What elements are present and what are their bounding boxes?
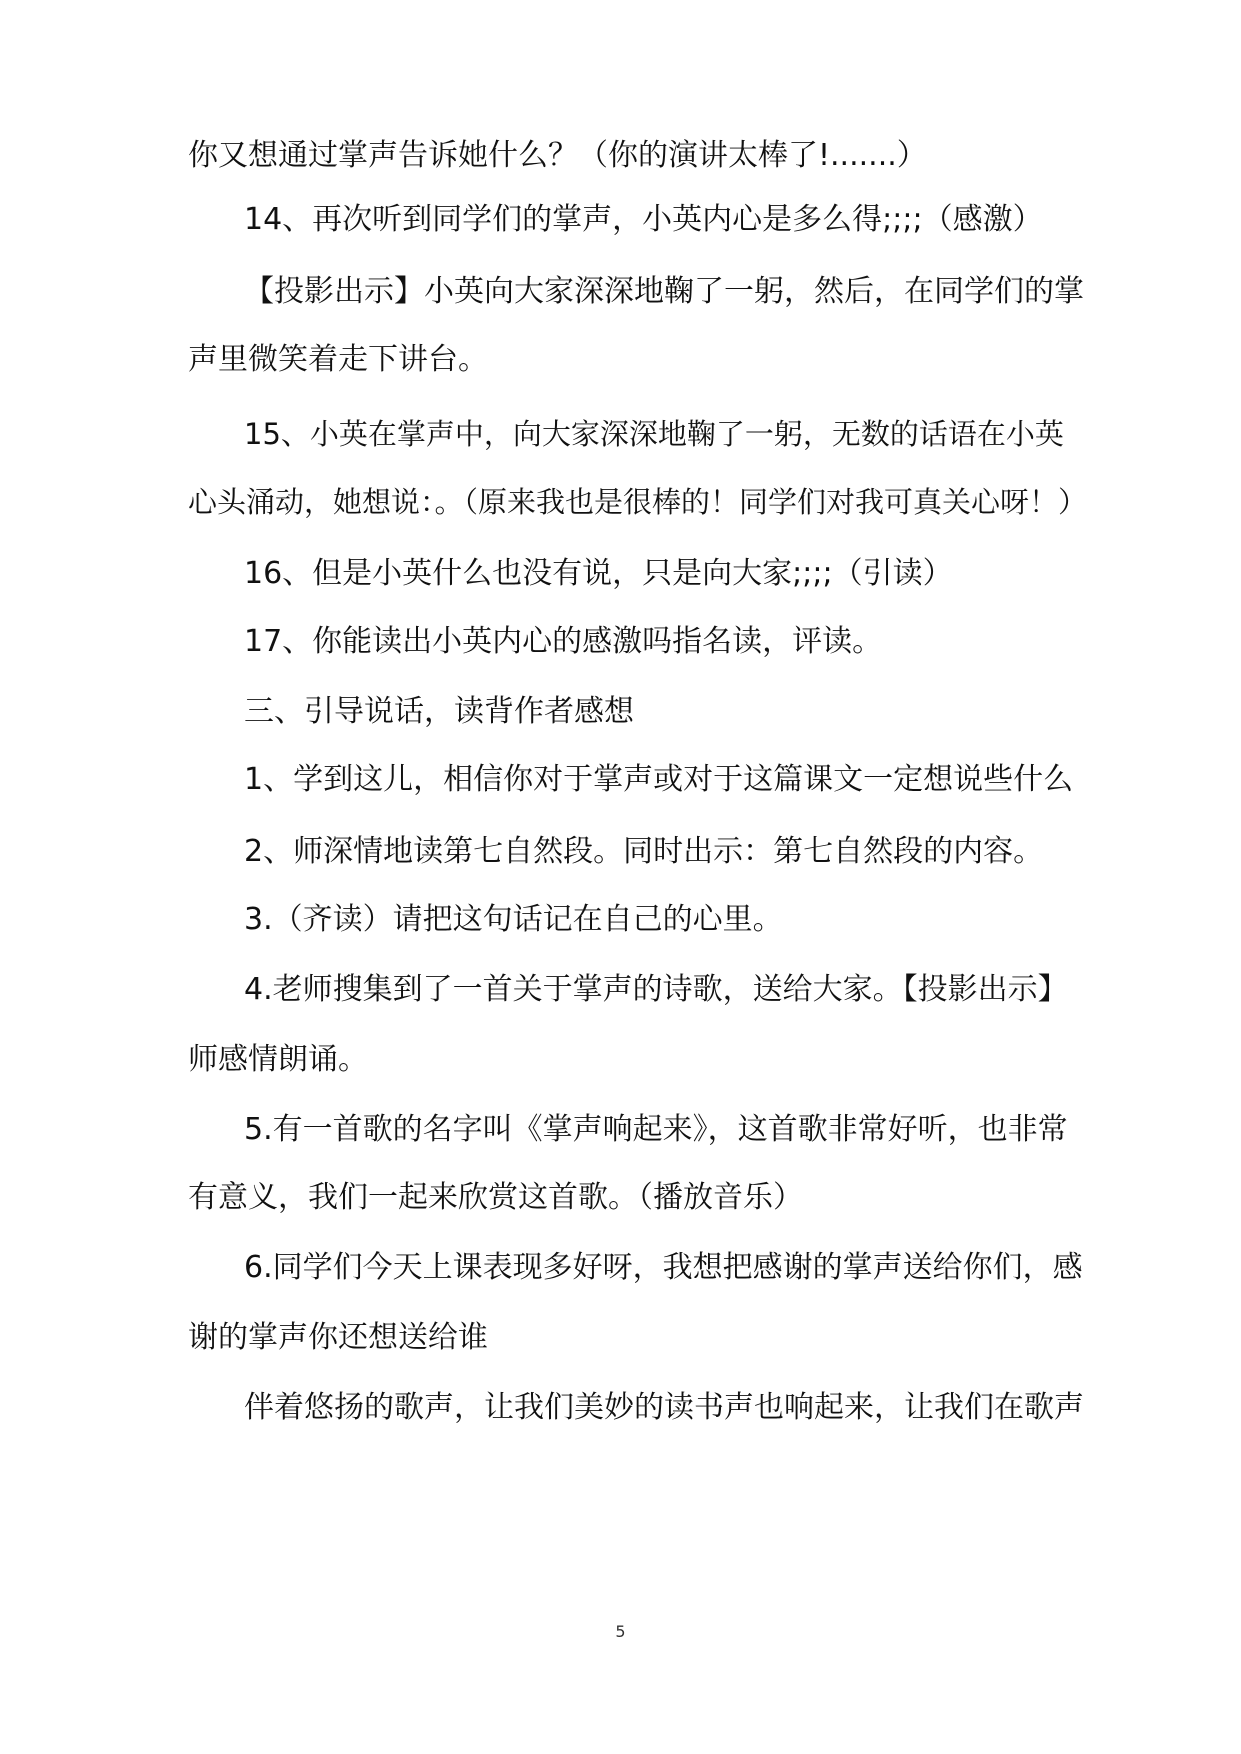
- text-line: 6.同学们今天上课表现多好呀，我想把感谢的掌声送给你们，感: [244, 1250, 1083, 1285]
- section-heading: 三、引导说话，读背作者感想: [244, 694, 634, 729]
- text-line: 1、学到这儿，相信你对于掌声或对于这篇课文一定想说些什么: [244, 762, 1074, 797]
- text-line: 4.老师搜集到了一首关于掌声的诗歌，送给大家。【投影出示】: [244, 972, 1068, 1007]
- text-line: 你又想通过掌声告诉她什么？（你的演讲太棒了!.......）: [188, 138, 927, 173]
- text-line: 15、小英在掌声中，向大家深深地鞠了一躬，无数的话语在小英: [244, 417, 1064, 451]
- text-line: 师感情朗诵。: [188, 1042, 368, 1077]
- text-line: 14、再次听到同学们的掌声，小英内心是多么得;;;;（感激）: [244, 202, 1043, 237]
- text-line: 16、但是小英什么也没有说，只是向大家;;;;（引读）: [244, 556, 953, 591]
- text-line: 17、你能读出小英内心的感激吗指名读，评读。: [244, 624, 883, 659]
- text-line: 谢的掌声你还想送给谁: [188, 1320, 488, 1355]
- text-line: 心头涌动，她想说：。（原来我也是很棒的！同学们对我可真关心呀！）: [188, 485, 1088, 519]
- text-line: 【投影出示】小英向大家深深地鞠了一躬，然后，在同学们的掌: [244, 274, 1084, 309]
- text-line: 2、师深情地读第七自然段。同时出示：第七自然段的内容。: [244, 834, 1044, 869]
- text-line: 声里微笑着走下讲台。: [188, 342, 488, 377]
- text-line: 有意义，我们一起来欣赏这首歌。（播放音乐）: [188, 1180, 803, 1215]
- text-line: 5.有一首歌的名字叫《掌声响起来》，这首歌非常好听，也非常: [244, 1112, 1068, 1147]
- page-number: 5: [615, 1622, 626, 1641]
- text-line: 伴着悠扬的歌声，让我们美妙的读书声也响起来，让我们在歌声: [244, 1390, 1084, 1425]
- text-line: 3.（齐读）请把这句话记在自己的心里。: [244, 902, 783, 937]
